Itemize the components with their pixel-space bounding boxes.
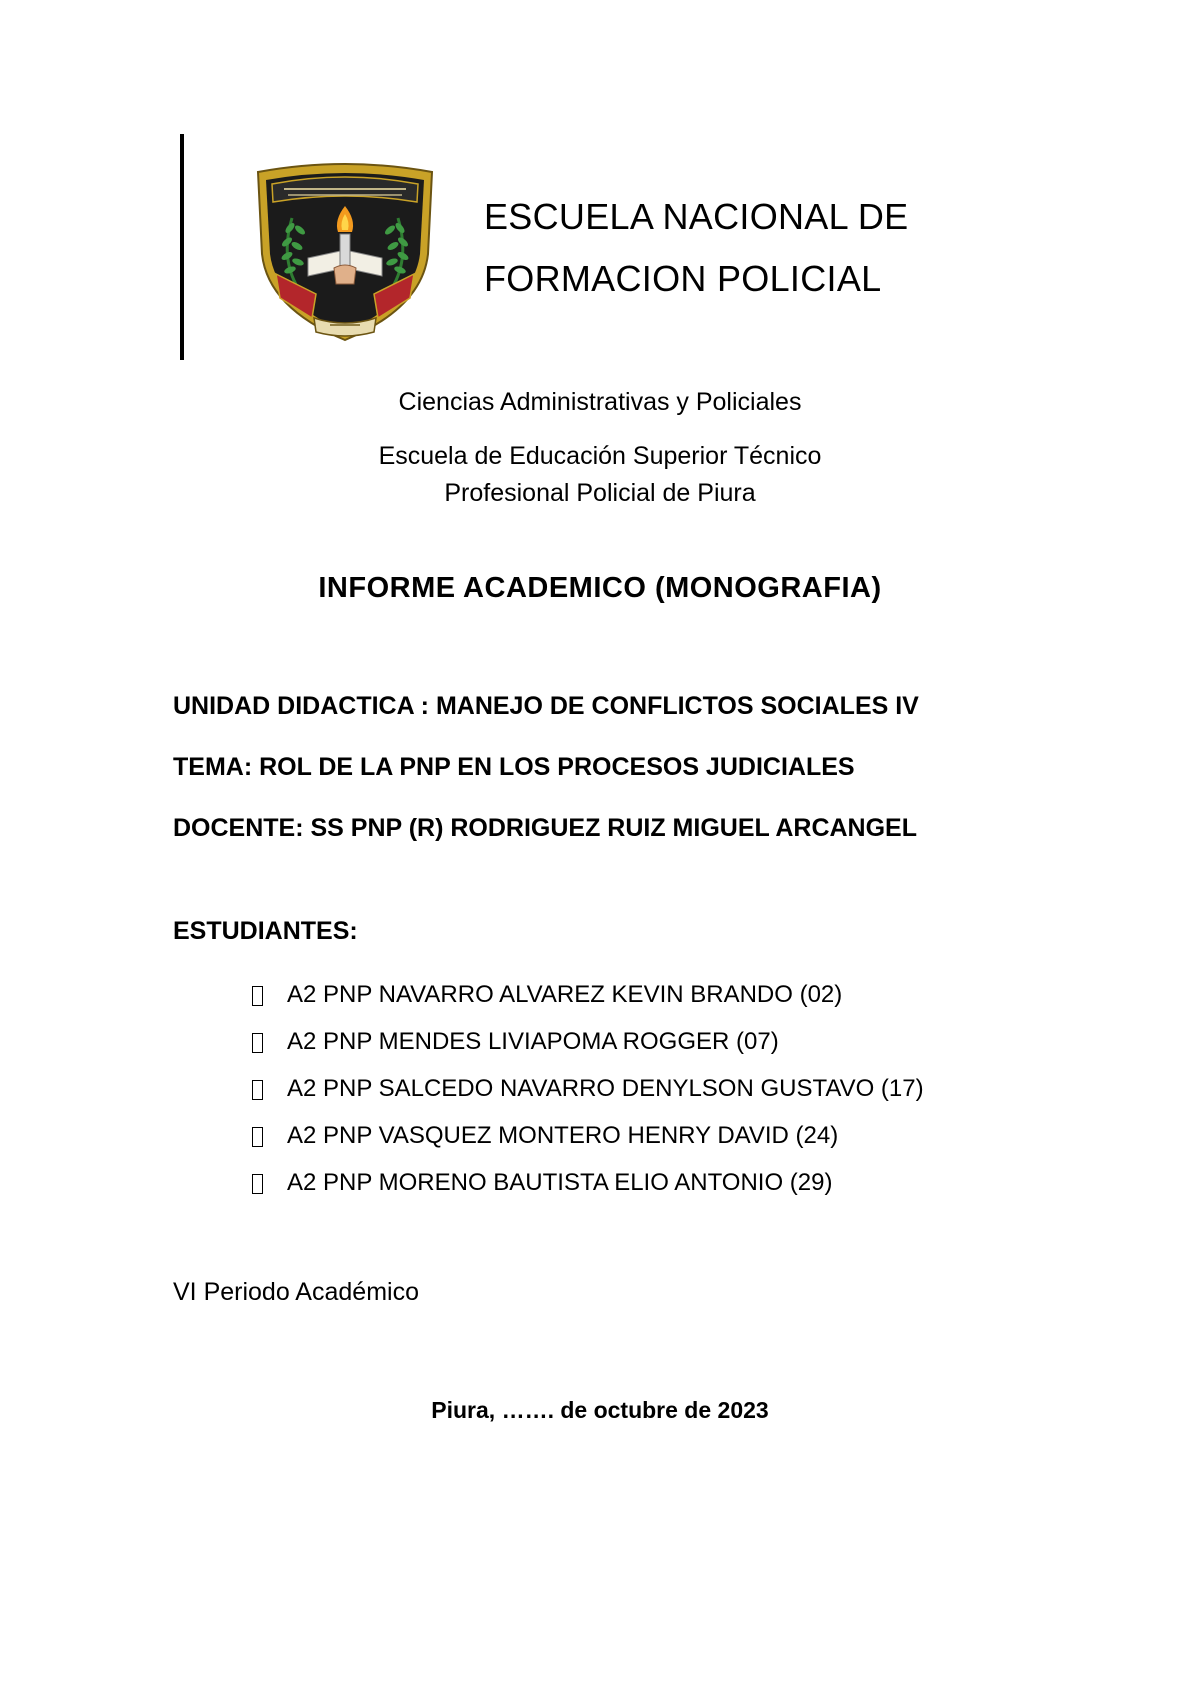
institution-name-line2: FORMACION POLICIAL [484,258,882,299]
students-heading: ESTUDIANTES: [173,917,358,945]
career-name: Ciencias Administrativas y Policiales [398,388,802,416]
bullet-box-icon [252,1174,263,1194]
report-title: INFORME ACADEMICO (MONOGRAFIA) [318,572,882,604]
student-name: A2 PNP MENDES LIVIAPOMA ROGGER (07) [287,1028,779,1055]
institution-crest-icon [250,158,440,344]
bullet-box-icon [252,1080,263,1100]
field-unidad-didactica: UNIDAD DIDACTICA : MANEJO DE CONFLICTOS SOCIALES IV [173,692,919,720]
list-item [252,1027,924,1074]
vertical-rule [180,134,184,360]
field-docente: DOCENTE: SS PNP (R) RODRIGUEZ RUIZ MIGUEL ARCANGEL [173,814,918,842]
school-name-line2: Profesional Policial de Piura [444,479,756,507]
students-list [252,980,924,1215]
institution-name-line1: ESCUELA NACIONAL DE [484,196,909,237]
student-name: A2 PNP MORENO BAUTISTA ELIO ANTONIO (29) [287,1169,833,1196]
list-item [252,1074,924,1121]
bullet-box-icon [252,1127,263,1147]
bullet-box-icon [252,1033,263,1053]
field-tema: TEMA: ROL DE LA PNP EN LOS PROCESOS JUDICIALES [173,753,855,781]
place-date: Piura, ……. de octubre de 2023 [431,1397,769,1423]
student-name: A2 PNP NAVARRO ALVAREZ KEVIN BRANDO (02) [287,981,843,1008]
academic-period: VI Periodo Académico [173,1278,419,1306]
student-name: A2 PNP SALCEDO NAVARRO DENYLSON GUSTAVO (17) [287,1075,924,1102]
list-item [252,1168,924,1215]
institution-name [484,186,909,310]
list-item [252,980,924,1027]
student-name: A2 PNP VASQUEZ MONTERO HENRY DAVID (24) [287,1122,839,1149]
school-name [0,438,1200,512]
school-name-line1: Escuela de Educación Superior Técnico [378,442,822,470]
list-item [252,1121,924,1168]
bullet-box-icon [252,986,263,1006]
